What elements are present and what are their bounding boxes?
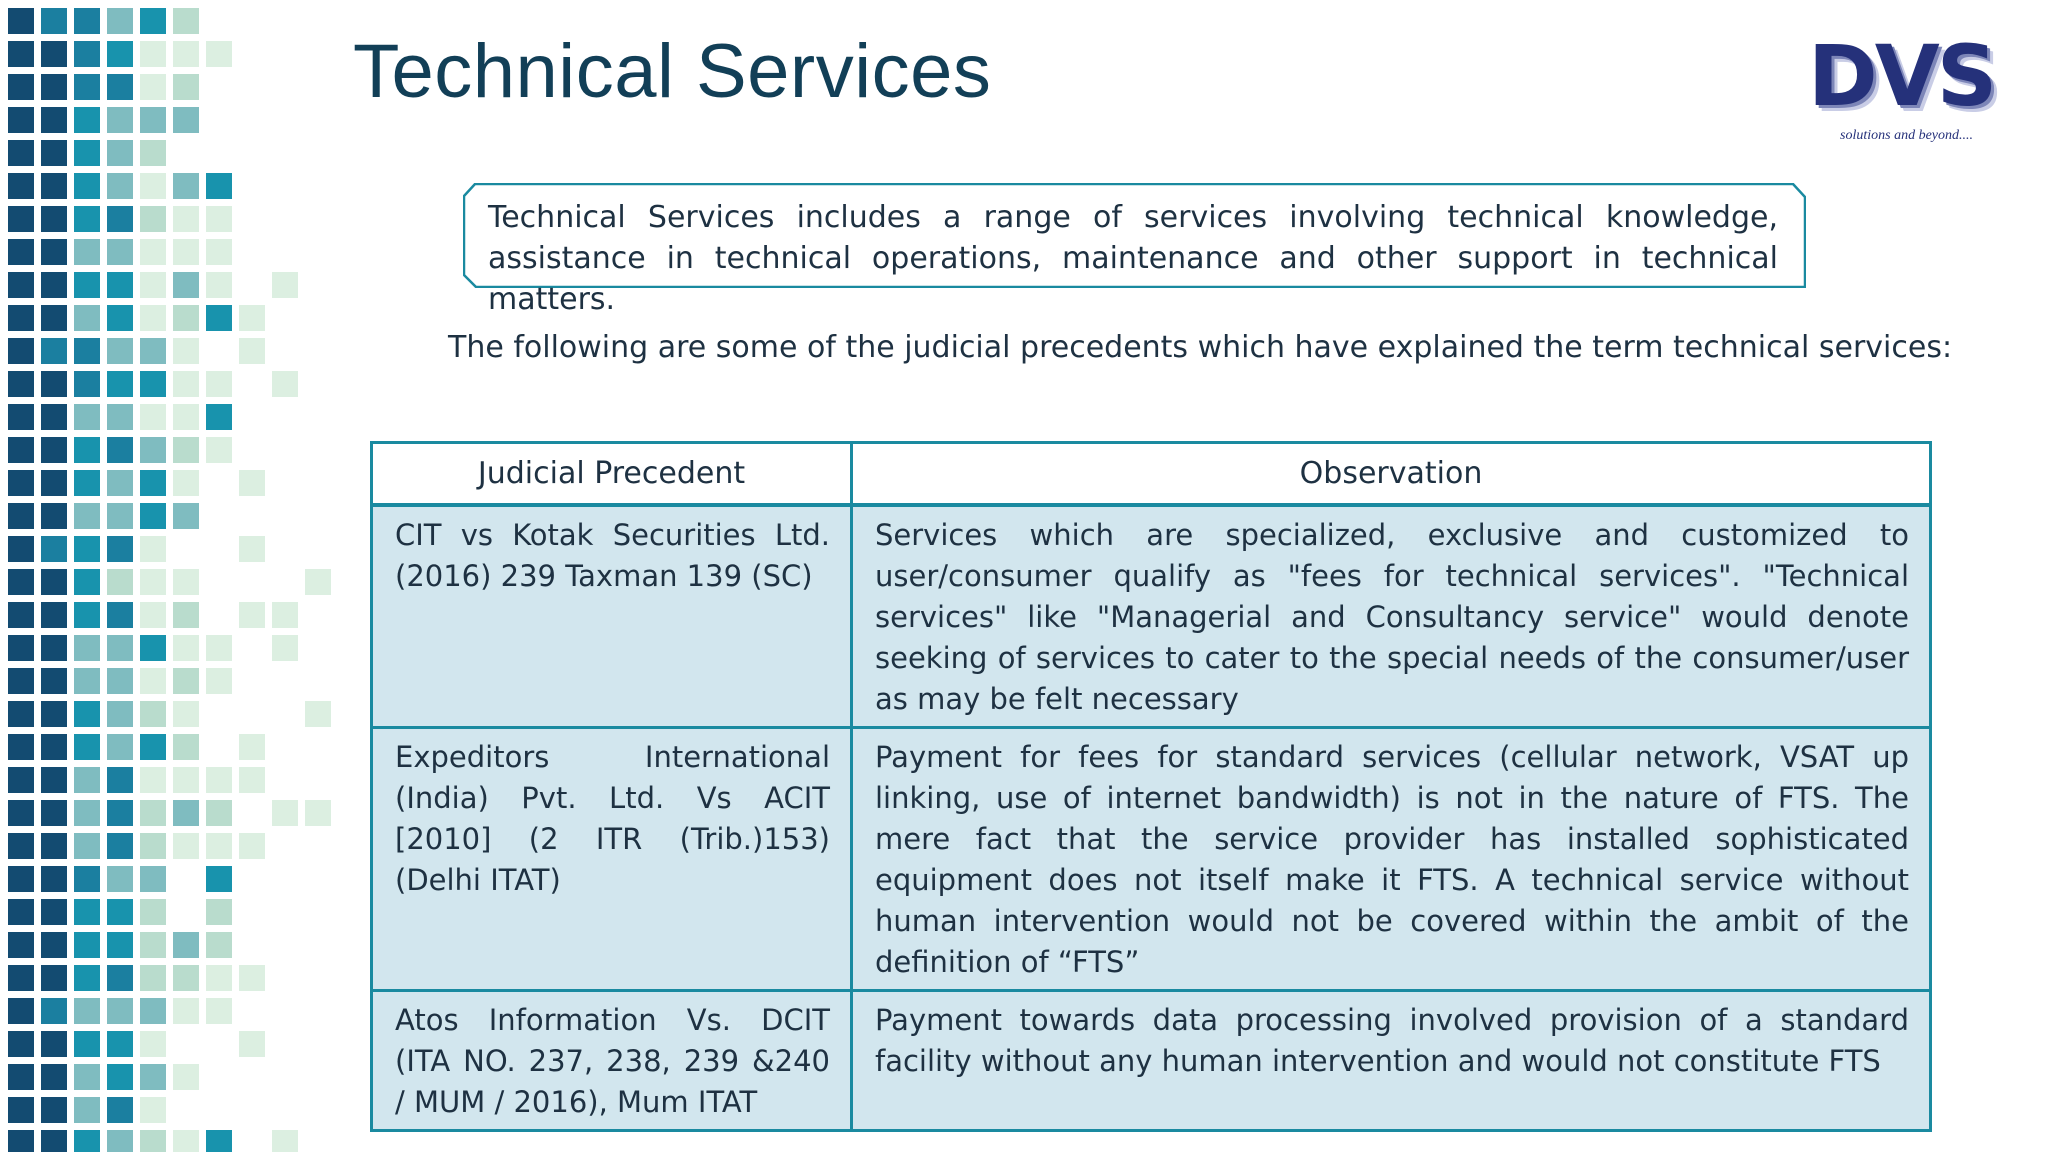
mosaic-tile	[41, 734, 67, 760]
mosaic-tile	[74, 107, 100, 133]
mosaic-tile	[8, 437, 34, 463]
mosaic-tile	[173, 74, 199, 100]
observation-cell: Payment for fees for standard services (cellular network, VSAT up linking, use of internet bandwidth) is not in the nature of FTS. The mere fact that the service provider has installed sophisticated equipment does not itself make it FTS. A technical service without human intervention would not be covered within the ambit of the definition of “FTS”	[852, 728, 1931, 991]
header-observation: Observation	[852, 443, 1931, 506]
mosaic-tile	[140, 602, 166, 628]
mosaic-tile	[8, 767, 34, 793]
mosaic-tile	[41, 1130, 67, 1152]
logo-letters: DVS	[1808, 27, 1995, 125]
mosaic-tile	[41, 1097, 67, 1123]
mosaic-tile	[74, 239, 100, 265]
mosaic-tile	[8, 965, 34, 991]
mosaic-tile	[107, 932, 133, 958]
mosaic-tile	[8, 404, 34, 430]
mosaic-tile	[8, 206, 34, 232]
mosaic-tile	[206, 1130, 232, 1152]
mosaic-tile	[74, 74, 100, 100]
mosaic-tile	[8, 173, 34, 199]
mosaic-tile	[74, 734, 100, 760]
mosaic-tile	[239, 602, 265, 628]
mosaic-tile	[74, 1097, 100, 1123]
mosaic-tile	[107, 668, 133, 694]
mosaic-tile	[239, 833, 265, 859]
mosaic-tile	[305, 701, 331, 727]
mosaic-tile	[8, 1130, 34, 1152]
mosaic-tile	[140, 470, 166, 496]
mosaic-tile	[74, 41, 100, 67]
mosaic-tile	[8, 866, 34, 892]
mosaic-tile	[74, 173, 100, 199]
mosaic-tile	[140, 272, 166, 298]
header-judicial-precedent: Judicial Precedent	[372, 443, 852, 506]
mosaic-tile	[140, 767, 166, 793]
mosaic-tile	[173, 1064, 199, 1090]
mosaic-tile	[41, 41, 67, 67]
mosaic-tile	[173, 602, 199, 628]
mosaic-tile	[8, 701, 34, 727]
mosaic-tile	[8, 107, 34, 133]
mosaic-tile	[41, 1064, 67, 1090]
mosaic-tile	[107, 1097, 133, 1123]
mosaic-tile	[107, 8, 133, 34]
mosaic-tile	[74, 1064, 100, 1090]
mosaic-tile	[8, 536, 34, 562]
mosaic-tile	[173, 503, 199, 529]
mosaic-tile	[140, 536, 166, 562]
mosaic-tile	[74, 272, 100, 298]
mosaic-tile	[140, 503, 166, 529]
mosaic-tile	[8, 1031, 34, 1057]
mosaic-tile	[173, 998, 199, 1024]
mosaic-tile	[8, 932, 34, 958]
mosaic-tile	[74, 1130, 100, 1152]
mosaic-tile	[239, 338, 265, 364]
mosaic-tile	[8, 1064, 34, 1090]
mosaic-tile	[140, 437, 166, 463]
mosaic-tile	[173, 239, 199, 265]
mosaic-tile	[140, 239, 166, 265]
decorative-tile-mosaic	[0, 0, 320, 1152]
mosaic-tile	[74, 767, 100, 793]
mosaic-tile	[107, 371, 133, 397]
mosaic-tile	[173, 437, 199, 463]
mosaic-tile	[41, 173, 67, 199]
mosaic-tile	[107, 1064, 133, 1090]
mosaic-tile	[41, 371, 67, 397]
mosaic-tile	[173, 8, 199, 34]
mosaic-tile	[8, 800, 34, 826]
mosaic-tile	[74, 8, 100, 34]
mosaic-tile	[305, 569, 331, 595]
mosaic-tile	[74, 800, 100, 826]
mosaic-tile	[74, 404, 100, 430]
mosaic-tile	[140, 305, 166, 331]
mosaic-tile	[272, 635, 298, 661]
mosaic-tile	[107, 338, 133, 364]
mosaic-tile	[41, 701, 67, 727]
mosaic-tile	[41, 899, 67, 925]
mosaic-tile	[107, 866, 133, 892]
mosaic-tile	[41, 503, 67, 529]
mosaic-tile	[8, 239, 34, 265]
mosaic-tile	[74, 437, 100, 463]
mosaic-tile	[41, 8, 67, 34]
mosaic-tile	[74, 701, 100, 727]
mosaic-tile	[140, 74, 166, 100]
mosaic-tile	[41, 1031, 67, 1057]
mosaic-tile	[173, 107, 199, 133]
mosaic-tile	[107, 701, 133, 727]
mosaic-tile	[173, 767, 199, 793]
mosaic-tile	[140, 932, 166, 958]
mosaic-tile	[305, 800, 331, 826]
mosaic-tile	[41, 74, 67, 100]
mosaic-tile	[74, 866, 100, 892]
mosaic-tile	[140, 206, 166, 232]
mosaic-tile	[74, 569, 100, 595]
mosaic-tile	[206, 206, 232, 232]
mosaic-tile	[74, 206, 100, 232]
mosaic-tile	[74, 1031, 100, 1057]
table-row	[372, 991, 1931, 1131]
mosaic-tile	[173, 569, 199, 595]
mosaic-tile	[173, 833, 199, 859]
mosaic-tile	[107, 470, 133, 496]
mosaic-tile	[140, 800, 166, 826]
mosaic-tile	[239, 965, 265, 991]
slide-title: Technical Services	[353, 29, 992, 114]
mosaic-tile	[140, 338, 166, 364]
mosaic-tile	[140, 140, 166, 166]
mosaic-tile	[8, 305, 34, 331]
precedent-cell: Atos Information Vs. DCIT (ITA NO. 237, 238, 239 &240 / MUM / 2016), Mum ITAT	[372, 991, 852, 1131]
precedents-table	[370, 441, 1932, 1132]
mosaic-tile	[74, 503, 100, 529]
mosaic-tile	[173, 800, 199, 826]
mosaic-tile	[8, 503, 34, 529]
mosaic-tile	[140, 866, 166, 892]
mosaic-tile	[8, 833, 34, 859]
mosaic-tile	[173, 734, 199, 760]
mosaic-tile	[107, 41, 133, 67]
mosaic-tile	[206, 668, 232, 694]
mosaic-tile	[140, 668, 166, 694]
mosaic-tile	[8, 668, 34, 694]
mosaic-tile	[41, 338, 67, 364]
mosaic-tile	[107, 1130, 133, 1152]
mosaic-tile	[206, 932, 232, 958]
mosaic-tile	[140, 1130, 166, 1152]
mosaic-tile	[74, 932, 100, 958]
mosaic-tile	[107, 140, 133, 166]
mosaic-tile	[8, 272, 34, 298]
mosaic-tile	[107, 602, 133, 628]
mosaic-tile	[239, 734, 265, 760]
mosaic-tile	[140, 1064, 166, 1090]
mosaic-tile	[140, 8, 166, 34]
mosaic-tile	[74, 899, 100, 925]
mosaic-tile	[140, 833, 166, 859]
mosaic-tile	[8, 338, 34, 364]
mosaic-tile	[173, 668, 199, 694]
mosaic-tile	[8, 8, 34, 34]
observation-cell: Payment towards data processing involved provision of a standard facility without any human intervention and would not constitute FTS	[852, 991, 1931, 1131]
mosaic-tile	[107, 899, 133, 925]
mosaic-tile	[41, 206, 67, 232]
mosaic-tile	[74, 668, 100, 694]
mosaic-tile	[74, 602, 100, 628]
mosaic-tile	[74, 140, 100, 166]
mosaic-tile	[140, 998, 166, 1024]
mosaic-tile	[206, 635, 232, 661]
mosaic-tile	[8, 1097, 34, 1123]
mosaic-tile	[140, 734, 166, 760]
mosaic-tile	[206, 965, 232, 991]
mosaic-tile	[8, 74, 34, 100]
observation-cell: Services which are specialized, exclusive and customized to user/consumer qualify as "fees for technical services". "Technical services" like "Managerial and Consultancy service" would denote seeking of services to cater to the special needs of the consumer/user as may be felt necessary	[852, 505, 1931, 728]
mosaic-tile	[74, 833, 100, 859]
mosaic-tile	[140, 701, 166, 727]
mosaic-tile	[173, 206, 199, 232]
mosaic-tile	[173, 41, 199, 67]
mosaic-tile	[272, 602, 298, 628]
mosaic-tile	[206, 833, 232, 859]
mosaic-tile	[107, 305, 133, 331]
mosaic-tile	[41, 635, 67, 661]
mosaic-tile	[41, 470, 67, 496]
definition-box	[463, 183, 1806, 317]
mosaic-tile	[107, 998, 133, 1024]
mosaic-tile	[206, 998, 232, 1024]
mosaic-tile	[107, 536, 133, 562]
mosaic-tile	[140, 41, 166, 67]
mosaic-tile	[140, 173, 166, 199]
mosaic-tile	[173, 404, 199, 430]
mosaic-tile	[173, 965, 199, 991]
mosaic-tile	[74, 338, 100, 364]
mosaic-tile	[206, 437, 232, 463]
intro-text: The following are some of the judicial precedents which have explained the term technical services:	[448, 330, 1953, 365]
mosaic-tile	[173, 305, 199, 331]
mosaic-tile	[107, 206, 133, 232]
mosaic-tile	[8, 140, 34, 166]
precedent-cell: Expeditors International (India) Pvt. Ltd. Vs ACIT [2010] (2 ITR (Trib.)153) (Delhi ITAT)	[372, 728, 852, 991]
mosaic-tile	[41, 569, 67, 595]
mosaic-tile	[107, 239, 133, 265]
mosaic-tile	[107, 503, 133, 529]
mosaic-tile	[41, 239, 67, 265]
mosaic-tile	[8, 41, 34, 67]
mosaic-tile	[41, 305, 67, 331]
mosaic-tile	[173, 1130, 199, 1152]
logo-tagline: solutions and beyond....	[1840, 128, 1973, 143]
mosaic-tile	[74, 998, 100, 1024]
mosaic-tile	[206, 272, 232, 298]
mosaic-tile	[107, 635, 133, 661]
mosaic-tile	[173, 338, 199, 364]
mosaic-tile	[140, 1031, 166, 1057]
mosaic-tile	[140, 404, 166, 430]
table-row	[372, 505, 1931, 728]
mosaic-tile	[8, 569, 34, 595]
mosaic-tile	[239, 767, 265, 793]
mosaic-tile	[239, 536, 265, 562]
mosaic-tile	[41, 998, 67, 1024]
mosaic-tile	[107, 107, 133, 133]
mosaic-tile	[107, 800, 133, 826]
mosaic-tile	[8, 899, 34, 925]
mosaic-tile	[107, 734, 133, 760]
definition-text: Technical Services includes a range of services involving technical knowledge, assistance in technical operations, maintenance and other support in technical matters.	[488, 200, 1778, 317]
mosaic-tile	[272, 371, 298, 397]
mosaic-tile	[74, 371, 100, 397]
table-row	[372, 728, 1931, 991]
mosaic-tile	[140, 371, 166, 397]
mosaic-tile	[173, 701, 199, 727]
mosaic-tile	[8, 371, 34, 397]
mosaic-tile	[140, 635, 166, 661]
mosaic-tile	[41, 272, 67, 298]
mosaic-tile	[41, 866, 67, 892]
mosaic-tile	[173, 173, 199, 199]
mosaic-tile	[107, 767, 133, 793]
mosaic-tile	[41, 602, 67, 628]
mosaic-tile	[74, 305, 100, 331]
mosaic-tile	[206, 305, 232, 331]
mosaic-tile	[107, 965, 133, 991]
mosaic-tile	[41, 767, 67, 793]
mosaic-tile	[41, 107, 67, 133]
mosaic-tile	[140, 965, 166, 991]
mosaic-tile	[74, 965, 100, 991]
mosaic-tile	[206, 239, 232, 265]
mosaic-tile	[41, 668, 67, 694]
mosaic-tile	[173, 272, 199, 298]
mosaic-tile	[107, 1031, 133, 1057]
mosaic-tile	[173, 635, 199, 661]
mosaic-tile	[107, 272, 133, 298]
mosaic-tile	[173, 470, 199, 496]
mosaic-tile	[74, 470, 100, 496]
mosaic-tile	[8, 998, 34, 1024]
mosaic-tile	[239, 1031, 265, 1057]
mosaic-tile	[41, 965, 67, 991]
mosaic-tile	[107, 569, 133, 595]
mosaic-tile	[8, 470, 34, 496]
mosaic-tile	[239, 305, 265, 331]
precedent-cell: CIT vs Kotak Securities Ltd. (2016) 239 Taxman 139 (SC)	[372, 505, 852, 728]
mosaic-tile	[206, 173, 232, 199]
mosaic-tile	[74, 635, 100, 661]
dvs-logo	[1808, 27, 2024, 146]
mosaic-tile	[206, 899, 232, 925]
mosaic-tile	[206, 41, 232, 67]
table-header-row	[372, 443, 1931, 506]
mosaic-tile	[173, 371, 199, 397]
mosaic-tile	[107, 437, 133, 463]
mosaic-tile	[107, 74, 133, 100]
mosaic-tile	[206, 800, 232, 826]
mosaic-tile	[140, 107, 166, 133]
mosaic-tile	[8, 602, 34, 628]
mosaic-tile	[272, 1130, 298, 1152]
mosaic-tile	[107, 833, 133, 859]
mosaic-tile	[74, 536, 100, 562]
mosaic-tile	[206, 404, 232, 430]
mosaic-tile	[140, 569, 166, 595]
mosaic-tile	[140, 899, 166, 925]
mosaic-tile	[41, 404, 67, 430]
mosaic-tile	[206, 767, 232, 793]
mosaic-tile	[41, 140, 67, 166]
mosaic-tile	[8, 734, 34, 760]
mosaic-tile	[239, 470, 265, 496]
mosaic-tile	[140, 1097, 166, 1123]
mosaic-tile	[41, 833, 67, 859]
mosaic-tile	[206, 866, 232, 892]
mosaic-tile	[41, 932, 67, 958]
mosaic-tile	[41, 800, 67, 826]
mosaic-tile	[272, 800, 298, 826]
mosaic-tile	[107, 404, 133, 430]
mosaic-tile	[173, 932, 199, 958]
mosaic-tile	[41, 536, 67, 562]
mosaic-tile	[107, 173, 133, 199]
mosaic-tile	[41, 437, 67, 463]
mosaic-tile	[8, 635, 34, 661]
mosaic-tile	[206, 371, 232, 397]
mosaic-tile	[272, 272, 298, 298]
